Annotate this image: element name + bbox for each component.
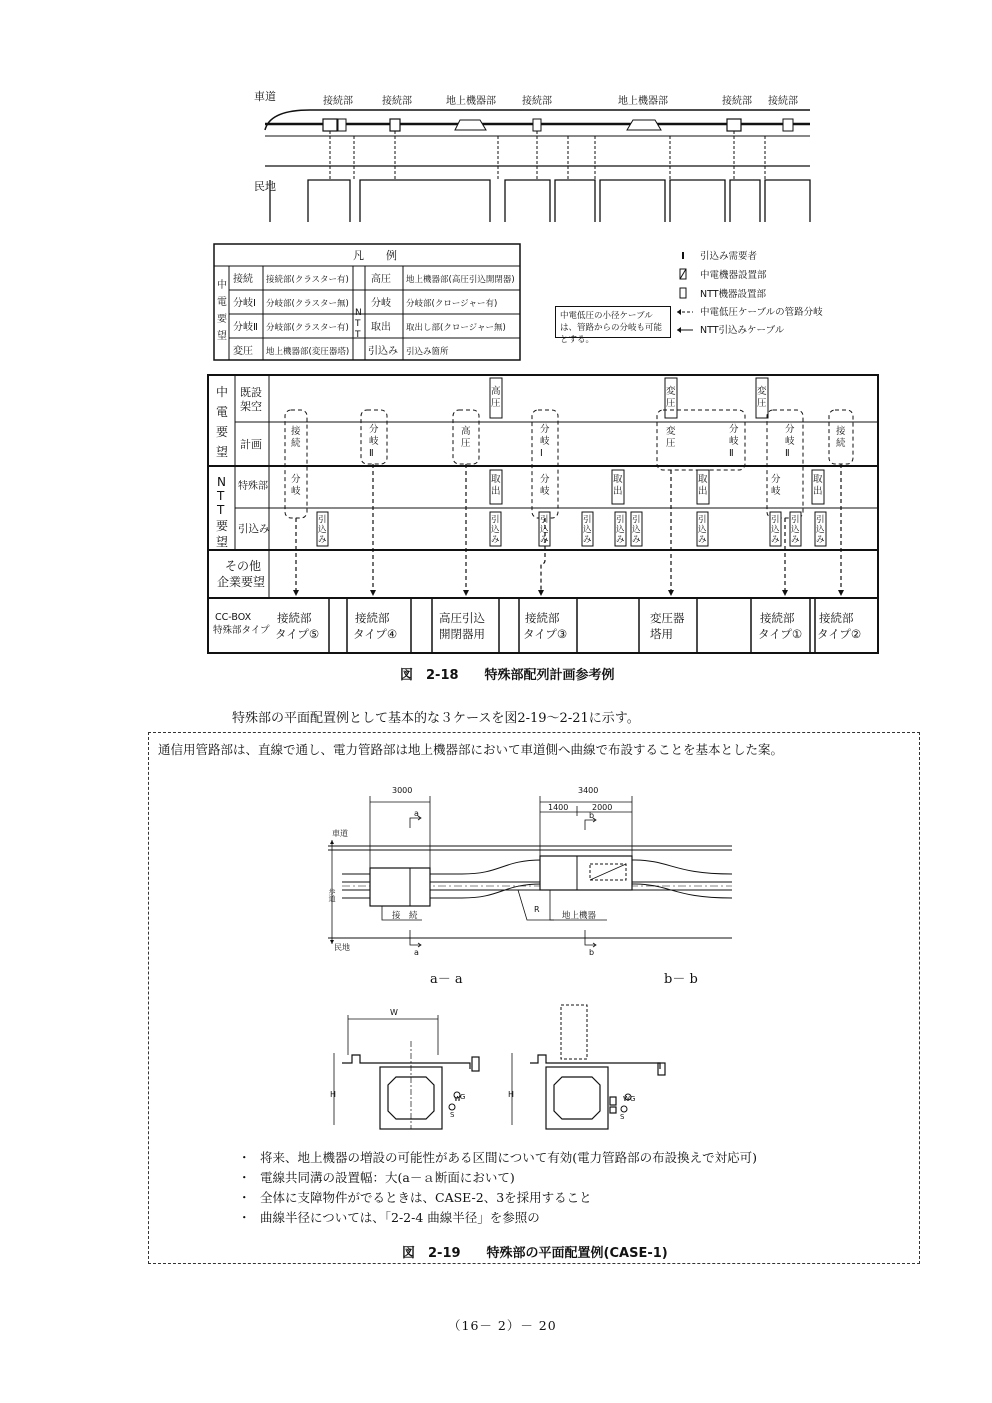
plan-table [207, 374, 880, 656]
row-ccbox: CC-BOX 特殊部タイプ [213, 612, 270, 636]
case1-bullets [238, 1148, 878, 1228]
kisetsu-cell: 高圧 [491, 386, 501, 409]
water-label: W [623, 1095, 630, 1103]
gas-label: G [630, 1095, 636, 1103]
legend-cell: 分岐Ⅱ [233, 322, 258, 333]
row-keikaku: 計画 [240, 438, 262, 451]
bullet-item: ・ 全体に支障物件がでるときは、CASE-2、3を採用すること [238, 1188, 878, 1208]
figure-caption: 図 2-19 特殊部の平面配置例(CASE-1) [402, 1246, 668, 1261]
legend-cell: 高圧 [371, 274, 391, 285]
kisetsu-cell: 変圧 [666, 386, 676, 409]
keikaku-cell: 変圧 [666, 426, 676, 449]
symbol-label: 中電低圧ケーブルの管路分岐 [700, 307, 823, 318]
legend-cell: 取出 [371, 322, 391, 333]
top-label: 地上機器部 [618, 96, 668, 107]
tokushu-cell: 分岐 [540, 474, 550, 497]
height-label: H [330, 1090, 337, 1099]
keikaku-cell: 高圧 [461, 426, 471, 449]
svg-text:引込み: 引込み [583, 515, 592, 545]
tokushu-cell: 取出 [813, 474, 823, 497]
case1-plan-figure [322, 780, 742, 990]
ccbox-cell: 変圧器塔用 [650, 611, 685, 641]
legend-ntt-side: N T T [355, 308, 362, 340]
symbol-label: NTT機器設置部 [700, 289, 767, 300]
cross-section-aa [330, 1005, 510, 1130]
svg-text:引込み: 引込み [491, 515, 500, 545]
legend-cell: 地上機器部(高圧引込開閉器) [406, 275, 515, 285]
ccbox-cell: 高圧引込開閉器用 [439, 611, 485, 641]
top-label: 接続部 [768, 96, 798, 107]
legend-table [213, 243, 523, 363]
legend-cell: 引込み箇所 [406, 347, 449, 357]
gas-label: G [460, 1093, 466, 1101]
radius-label: R [534, 905, 540, 914]
svg-text:引込み: 引込み [632, 515, 641, 545]
keikaku-cell: 分岐 Ⅱ [785, 424, 795, 459]
row-kisetsu: 既設架空 [240, 386, 262, 413]
legend-cell: 分岐部(クロージャー有) [406, 299, 498, 309]
tokushu-cell: 分岐 [771, 474, 781, 497]
legend-cell: 分岐 [371, 298, 391, 309]
plan-group-label: 中電要望 [216, 385, 229, 459]
top-label: 接続部 [522, 96, 552, 107]
section-a-marker: a [414, 948, 419, 957]
svg-text:引込み: 引込み [791, 515, 800, 545]
svg-text:引込み: 引込み [771, 515, 780, 545]
bullet-item: ・ 将来、地上機器の増設の可能性がある区間について有効(電力管路部の布設換えで対応可) [238, 1148, 878, 1168]
cross-section-bb [508, 1005, 678, 1130]
tokushu-cell: 分岐 [291, 474, 301, 497]
height-label: H [508, 1090, 515, 1099]
bullet-item: ・ 曲線半径については、「2-2-4 曲線半径」を参照の [238, 1208, 878, 1228]
section-aa-label: a－ a [430, 972, 463, 987]
dim-3400: 3400 [578, 786, 599, 795]
keikaku-cell: 接続 [291, 426, 301, 449]
tokushu-cell: 取出 [491, 474, 501, 497]
land-label: 民地 [254, 180, 276, 193]
top-label: 接続部 [323, 96, 353, 107]
legend-cell: 地上機器部(変圧器塔) [266, 347, 350, 357]
dim-3000: 3000 [392, 786, 413, 795]
svg-text:引込み: 引込み [616, 515, 625, 545]
legend-cell: 接続 [233, 274, 253, 285]
keikaku-cell: 分岐 Ⅰ [540, 424, 550, 459]
legend-cell: 取出し部(クロージャー無) [406, 323, 506, 333]
water-label: W [454, 1095, 461, 1103]
plan-group-label: N T T 要望 [216, 475, 229, 549]
svg-text:引込み: 引込み [816, 515, 825, 545]
row-tokushu: 特殊部 [238, 481, 268, 492]
top-label: 接続部 [722, 96, 752, 107]
legend-cell: 分岐Ⅰ [233, 298, 256, 309]
svg-text:引込み: 引込み [318, 515, 327, 545]
section-b-marker: b [589, 948, 595, 957]
dim-2000: 2000 [592, 803, 613, 812]
top-label: 接続部 [382, 96, 412, 107]
symbol-label: NTT引込みケーブル [700, 325, 785, 336]
legend-title: 凡 例 [353, 249, 397, 262]
kisetsu-cell: 変圧 [757, 386, 767, 409]
ccbox-cell: 接続部タイプ① [758, 611, 803, 641]
road-schematic [250, 80, 830, 230]
symbol-label: 引込み需要者 [700, 251, 758, 262]
section-b-marker: b [589, 811, 595, 820]
tokushu-cell: 取出 [613, 474, 623, 497]
sewer-label: S [620, 1113, 625, 1121]
page-number: （16－ 2）－ 20 [448, 1318, 557, 1333]
svg-text:引込み: 引込み [698, 515, 707, 545]
road-label: 車道 [332, 829, 348, 838]
legend-cell: 接続部(クラスター有) [266, 275, 349, 285]
legend-cell: 分岐部(クラスター無) [266, 299, 349, 309]
top-label: 地上機器部 [446, 96, 496, 107]
keikaku-cell: 分岐 Ⅱ [369, 424, 379, 459]
row-other: その他企業要望 [217, 559, 266, 589]
setsuzoku-label: 接 続 [392, 911, 418, 921]
ccbox-cell: 接続部タイプ④ [353, 611, 398, 641]
section-a-marker: a [414, 809, 419, 818]
ccbox-cell: 接続部タイプ② [817, 611, 862, 641]
tokushu-cell: 取出 [698, 474, 708, 497]
figure-caption: 図 2-18 特殊部配列計画参考例 [400, 668, 615, 683]
symbol-label: 中電機器設置部 [700, 270, 767, 281]
legend-side: 中電要望 [217, 280, 227, 342]
svg-text:引込み: 引込み [540, 515, 549, 545]
legend-cell: 分岐部(クラスター有) [266, 323, 349, 333]
row-hikikomi: 引込み [238, 523, 270, 535]
width-label: W [390, 1008, 398, 1017]
note-box: 中電低圧の小径ケーブルは、管路からの分岐も可能とする。 [555, 306, 671, 338]
ccbox-cell: 接続部タイプ⑤ [275, 611, 320, 641]
case1-header: 通信用管路部は、直線で通し、電力管路部は地上機器部において車道側へ曲線で布設することを基本とした案。 [158, 742, 784, 757]
intro-text: 特殊部の平面配置例として基本的な３ケースを図2-19～2-21に示す。 [232, 711, 640, 726]
land-label: 民地 [334, 943, 350, 952]
road-label: 車道 [254, 90, 276, 103]
sidewalk-label: 歩道 [328, 888, 336, 902]
symbol-legend [675, 248, 875, 338]
legend-cell: 変圧 [233, 346, 253, 357]
keikaku-cell: 接続 [836, 426, 846, 449]
bullet-item: ・ 電線共同溝の設置幅：大(a－ａ断面において) [238, 1168, 878, 1188]
section-bb-label: b－ b [664, 972, 698, 987]
chijo-label: 地上機器 [562, 911, 597, 921]
dim-1400: 1400 [548, 803, 569, 812]
ccbox-cell: 接続部タイプ③ [523, 611, 568, 641]
keikaku-cell: 分岐 Ⅱ [729, 424, 739, 459]
sewer-label: S [450, 1111, 455, 1119]
legend-cell: 引込み [368, 346, 398, 357]
